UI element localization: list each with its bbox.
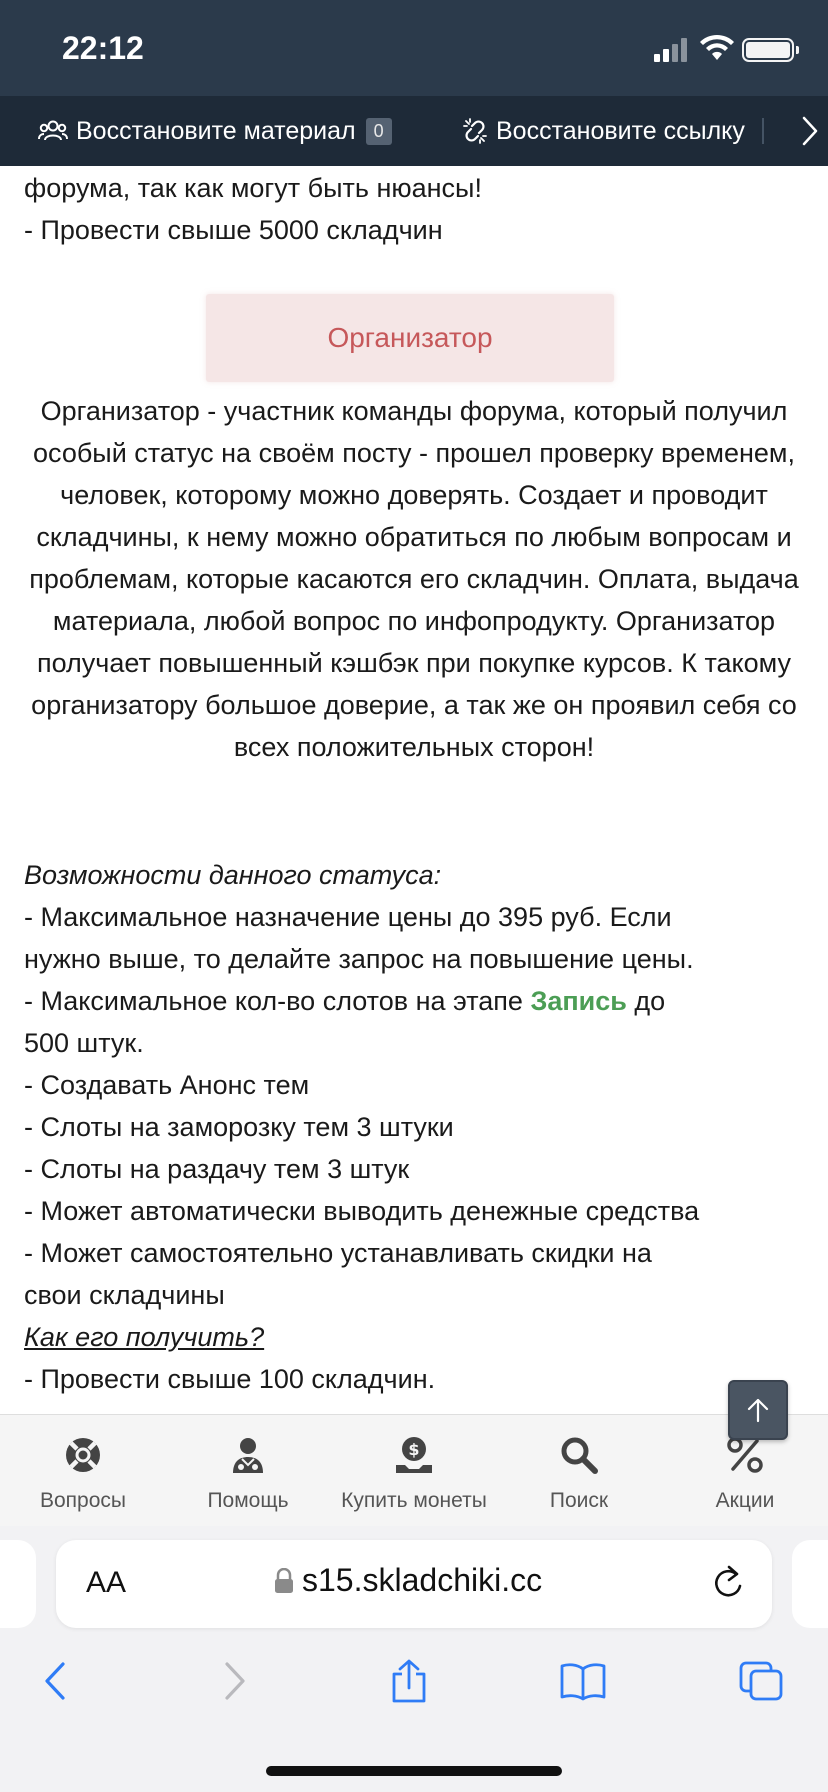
status-label: Организатор — [327, 322, 493, 353]
url-display[interactable] — [274, 1562, 542, 1599]
previous-tab-preview[interactable] — [0, 1540, 36, 1628]
browser-chrome — [0, 1526, 828, 1792]
status-description: Организатор - участник команды форума, который получил особый статус на своём посту - прошел проверку временем, человек, которому можно доверять. Создает и проводит складчины, к нему можно обратиться по любым вопросам и проблемам, которые касаются его складчин. Оплата, выдача материала, любой вопрос по инфопродукту. Организатор получает повышенный кэшбэк при покупке курсов. К такому организатору большое доверие, а так же он проявил себя со всех положительных сторон! — [29, 396, 799, 762]
coin-hand-icon — [392, 1433, 436, 1477]
capability-slots-prefix: - Максимальное кол-во слотов на этапе — [24, 986, 523, 1016]
forward-button[interactable] — [200, 1646, 270, 1716]
tab-promotions-label: Акции — [715, 1489, 775, 1512]
tab-buy-coins-label: Купить монеты — [341, 1489, 487, 1512]
tab-buy-coins[interactable] — [331, 1415, 497, 1527]
nav-scroll-right-button[interactable] — [792, 108, 828, 154]
nav-divider — [762, 118, 764, 144]
text-size-button[interactable]: AA — [86, 1566, 127, 1599]
how-to-get-item: - Провести свыше 100 складчин. — [24, 1364, 436, 1394]
capability-item: - Максимальное назначение цены до 395 руб. Если — [24, 902, 672, 932]
next-tab-preview[interactable] — [792, 1540, 828, 1628]
tabs-icon — [738, 1660, 784, 1702]
address-bar[interactable] — [56, 1540, 772, 1628]
reload-button[interactable] — [710, 1564, 746, 1607]
users-icon — [38, 119, 68, 143]
chevron-left-icon — [43, 1661, 67, 1701]
tab-search-label: Поиск — [549, 1489, 609, 1512]
home-indicator — [266, 1766, 562, 1776]
tab-help[interactable] — [165, 1415, 331, 1527]
wifi-icon — [700, 34, 734, 62]
scroll-to-top-button[interactable] — [728, 1380, 788, 1440]
search-icon — [557, 1433, 601, 1477]
capability-item: - Может автоматически выводить денежные средства — [24, 1196, 700, 1226]
share-button[interactable] — [374, 1646, 444, 1716]
tab-questions[interactable] — [0, 1415, 166, 1527]
capability-item: нужно выше, то делайте запрос на повышение цены. — [24, 944, 694, 974]
tab-questions-label: Вопросы — [39, 1489, 126, 1512]
nav-count-badge: 0 — [366, 118, 392, 145]
svg-text:$: $ — [408, 1440, 420, 1459]
reload-icon — [710, 1564, 746, 1602]
url-text: s15.skladchiki.cc — [302, 1562, 543, 1598]
capabilities-heading: Возможности данного статуса: — [24, 860, 442, 890]
post-content — [0, 166, 828, 1414]
status-label-box — [206, 294, 614, 382]
tab-search[interactable] — [496, 1415, 662, 1527]
capability-item — [24, 980, 665, 1022]
cellular-signal-icon — [654, 38, 688, 62]
book-icon — [559, 1661, 607, 1701]
nav-restore-material[interactable] — [38, 96, 392, 166]
bottom-tabbar — [0, 1414, 828, 1526]
chevron-right-icon — [223, 1661, 247, 1701]
capability-item: - Слоты на раздачу тем 3 штук — [24, 1154, 410, 1184]
status-bar — [0, 0, 828, 96]
top-nav — [0, 96, 828, 166]
lead-line: форума, так как могут быть нюансы! — [24, 173, 482, 203]
nav-restore-link-label: Восстановите ссылку — [496, 116, 745, 145]
arrow-up-icon — [746, 1397, 770, 1423]
back-button[interactable] — [20, 1646, 90, 1716]
capability-item: 500 штук. — [24, 1028, 144, 1058]
capability-item: - Может самостоятельно устанавливать скидки на — [24, 1238, 652, 1268]
lifebuoy-icon — [61, 1433, 105, 1477]
battery-icon — [742, 38, 794, 62]
browser-toolbar — [0, 1636, 828, 1726]
lead-line: - Провести свыше 5000 складчин — [24, 215, 443, 245]
lock-icon — [274, 1568, 294, 1594]
how-to-get-heading: Как его получить? — [24, 1322, 265, 1352]
tab-help-label: Помощь — [207, 1489, 289, 1512]
share-icon — [389, 1658, 429, 1704]
capability-item: - Создавать Анонс тем — [24, 1070, 310, 1100]
tabs-button[interactable] — [726, 1646, 796, 1716]
bookmarks-button[interactable] — [548, 1646, 618, 1716]
capability-item: свои складчины — [24, 1280, 225, 1310]
broken-link-icon — [462, 118, 488, 144]
status-time: 22:12 — [62, 30, 144, 66]
capability-slots-suffix: до — [634, 986, 666, 1016]
stage-record-highlight: Запись — [530, 986, 627, 1016]
capability-item: - Слоты на заморозку тем 3 штуки — [24, 1112, 454, 1142]
support-agent-icon — [226, 1433, 270, 1477]
nav-restore-material-label: Восстановите материал — [76, 116, 356, 145]
chevron-right-icon — [801, 115, 819, 147]
nav-restore-link[interactable] — [462, 96, 745, 166]
